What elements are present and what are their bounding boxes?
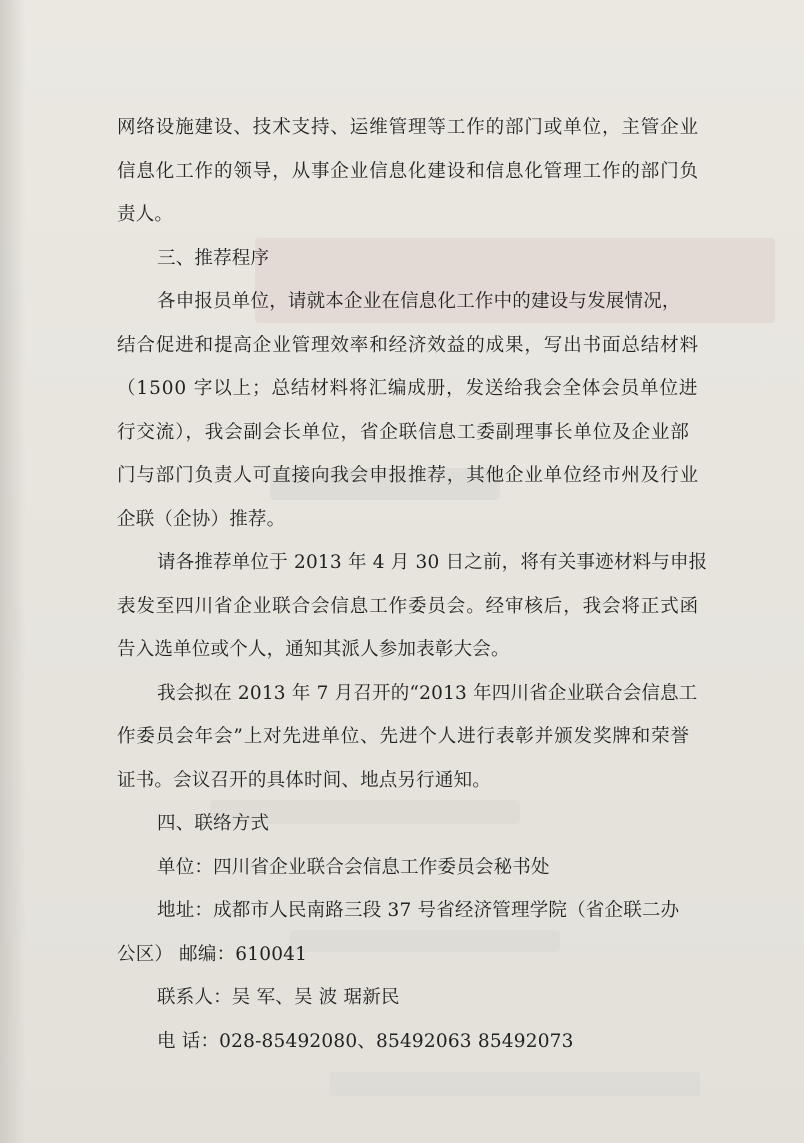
page-edge-shadow (0, 0, 26, 1143)
body-text-line: （1500 字以上；总结材料将汇编成册，发送给我会全体会员单位进 (117, 378, 699, 399)
body-text-line: 结合促进和提高企业管理效率和经济效益的成果，写出书面总结材料 (117, 335, 700, 356)
bleed-through-mark (330, 1072, 700, 1096)
body-text-line: 我会拟在 2013 年 7 月召开的“2013 年四川省企业联合会信息工 (157, 683, 698, 704)
body-text-line: 表发至四川省企业联合会信息工作委员会。经审核后，我会将正式函 (117, 596, 700, 617)
body-text-line: 责人。 (117, 204, 174, 225)
body-text-line: 告入选单位或个人，通知其派人参加表彰大会。 (117, 639, 510, 660)
contact-phone: 电 话：028-85492080、85492063 85492073 (157, 1031, 574, 1052)
body-text-line: 各申报员单位，请就本企业在信息化工作中的建设与发展情况， (157, 291, 681, 312)
body-text-line: 网络设施建设、技术支持、运维管理等工作的部门或单位，主管企业 (117, 117, 700, 138)
bleed-through-mark (290, 930, 560, 952)
body-text-line: 信息化工作的领导，从事企业信息化建设和信息化管理工作的部门负 (117, 161, 700, 182)
body-text-line: 门与部门负责人可直接向我会申报推荐，其他企业单位经市州及行业 (117, 465, 700, 486)
contact-persons: 联系人：吴 军、吴 波 琚新民 (157, 987, 400, 1008)
body-text-line: 作委员会年会”上对先进单位、先进个人进行表彰并颁发奖牌和荣誉 (117, 726, 690, 747)
contact-address: 地址：成都市人民南路三段 37 号省经济管理学院（省企联二办 (157, 900, 680, 921)
body-text-line: 请各推荐单位于 2013 年 4 月 30 日之前，将有关事迹材料与申报 (157, 552, 708, 573)
contact-unit: 单位：四川省企业联合会信息工作委员会秘书处 (157, 857, 550, 878)
body-text-line: 企联（企协）推荐。 (117, 509, 286, 530)
section-heading: 四、联络方式 (157, 813, 270, 834)
section-heading: 三、推荐程序 (157, 248, 270, 269)
body-text-line: 行交流），我会副会长单位，省企联信息工委副理事长单位及企业部 (117, 422, 690, 443)
body-text-line: 证书。会议召开的具体时间、地点另行通知。 (117, 770, 492, 791)
contact-address-postcode: 公区） 邮编：610041 (117, 944, 308, 965)
